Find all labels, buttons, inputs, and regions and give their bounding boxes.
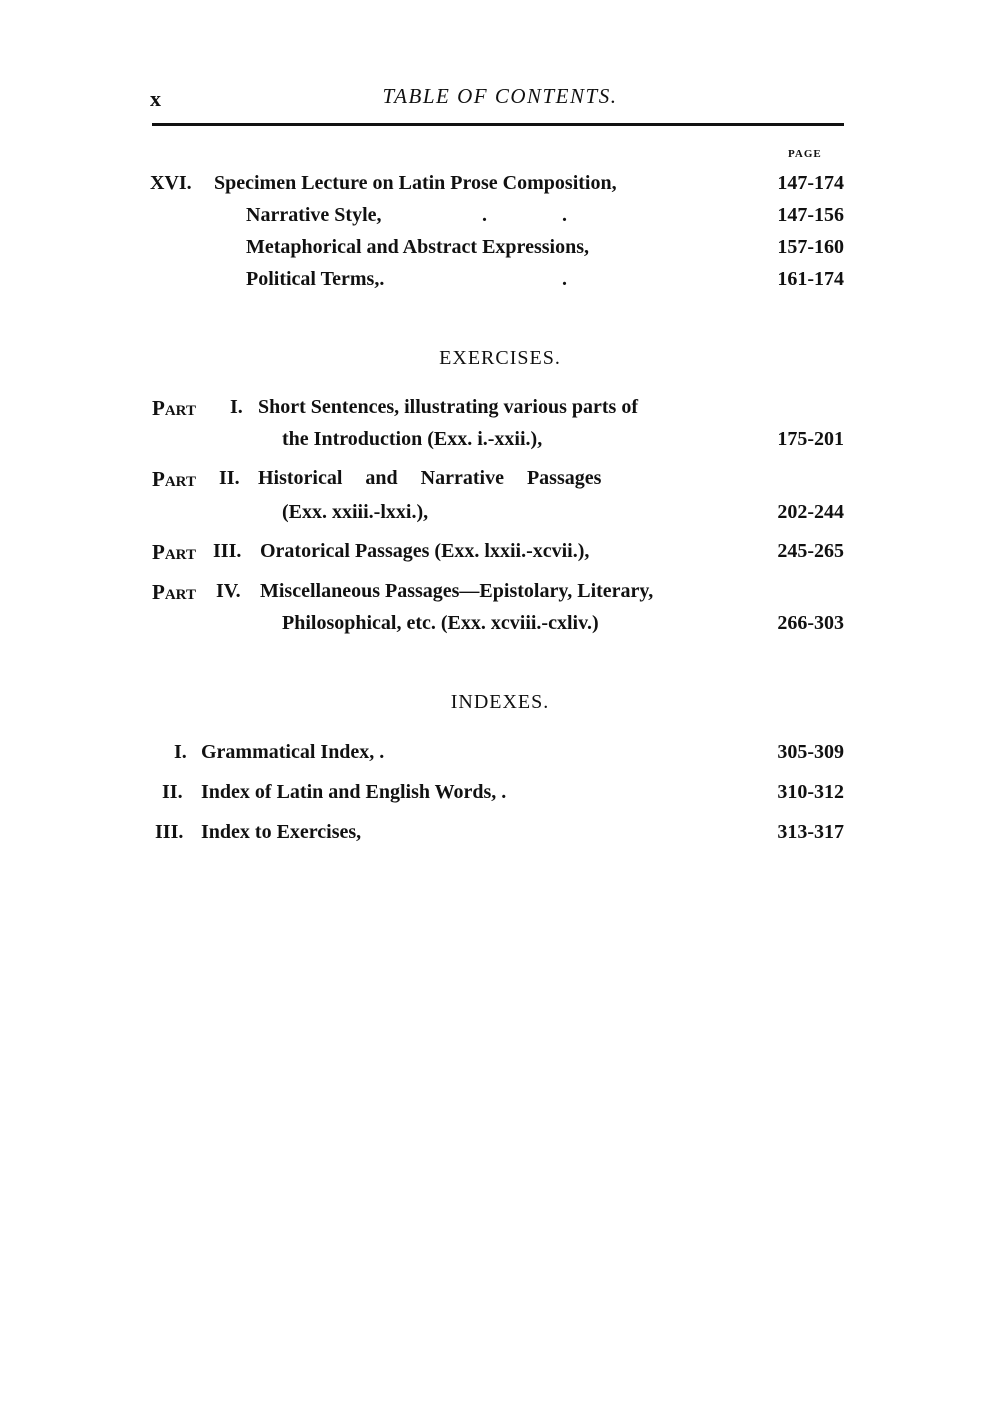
part-label: Part (152, 540, 196, 564)
part-pages: 202-244 (777, 501, 844, 523)
part-label: Part (152, 580, 196, 604)
page-column-label: PAGE (788, 148, 822, 160)
toc-sub-entry: Political Terms,. (246, 268, 385, 290)
index-entry: Index to Exercises, (201, 821, 362, 843)
index-numeral: III. (155, 821, 184, 843)
toc-sub-pages: 157-160 (777, 236, 844, 258)
index-numeral: II. (162, 781, 183, 803)
index-entry: Grammatical Index, . (201, 741, 385, 763)
index-pages: 310-312 (777, 781, 844, 803)
index-pages: 305-309 (777, 741, 844, 763)
part-pages: 266-303 (777, 612, 844, 634)
index-entry: Index of Latin and English Words, . (201, 781, 507, 803)
toc-sub-pages: 161-174 (777, 268, 844, 290)
part-numeral: II. (219, 467, 240, 489)
header-rule (152, 123, 844, 126)
leader-dot: . (562, 204, 567, 226)
toc-sub-entry: Narrative Style, (246, 204, 382, 226)
part-title-line2: (Exx. xxiii.-lxxi.), (282, 501, 429, 523)
indexes-heading: INDEXES. (450, 691, 550, 713)
toc-sub-entry: Metaphorical and Abstract Expressions, (246, 236, 589, 258)
leader-dot: . (482, 204, 487, 226)
part-title-line1: Miscellaneous Passages—Epistolary, Literary, (260, 580, 654, 602)
part-title-line1: Oratorical Passages (Exx. lxxii.-xcvii.), (260, 540, 590, 562)
part-numeral: III. (213, 540, 242, 562)
part-title-line1: Historical and Narrative Passages (258, 467, 602, 489)
part-label: Part (152, 467, 196, 491)
lecture-title: Specimen Lecture on Latin Prose Composition, (214, 172, 617, 194)
exercises-heading: EXERCISES. (439, 347, 561, 369)
page-numeral: x (150, 86, 161, 111)
index-pages: 313-317 (777, 821, 844, 843)
index-numeral: I. (174, 741, 187, 763)
lecture-pages: 147-174 (777, 172, 844, 194)
part-pages: 245-265 (777, 540, 844, 562)
part-numeral: I. (230, 396, 243, 418)
part-title-line2: Philosophical, etc. (Exx. xcviii.-cxliv.) (282, 612, 599, 634)
part-pages: 175-201 (777, 428, 844, 450)
toc-sub-pages: 147-156 (777, 204, 844, 226)
leader-dot: . (562, 268, 567, 290)
part-label: Part (152, 396, 196, 420)
running-title: TABLE OF CONTENTS. (382, 84, 618, 108)
part-title-line1: Short Sentences, illustrating various parts of (258, 396, 638, 418)
lecture-numeral: XVI. (150, 172, 192, 194)
part-title-line2: the Introduction (Exx. i.-xxii.), (282, 428, 543, 450)
part-numeral: IV. (216, 580, 241, 602)
